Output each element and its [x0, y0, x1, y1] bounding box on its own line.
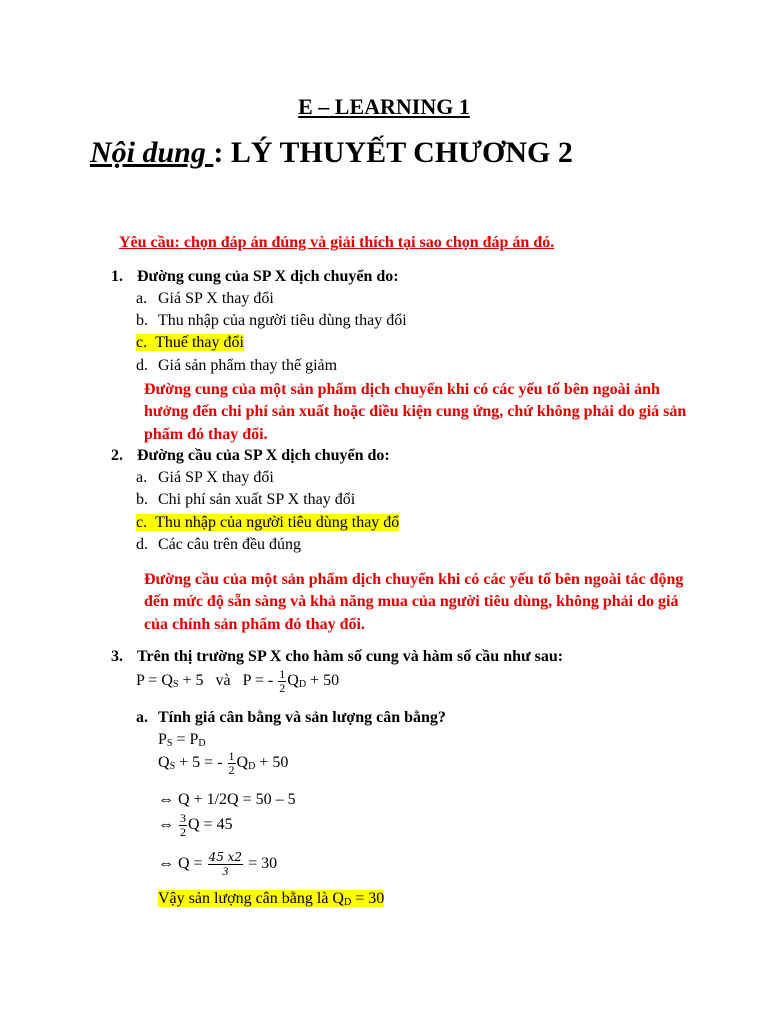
- fraction-45x2-over-3: $\frac{45 x2}{3}$: [208, 850, 243, 878]
- q2-explanation: Đường cầu của một sản phẩm dịch chuyển khi có các yếu tố bên ngoài tác động đến mức độ sẵn sàng và khả năng mua của người tiêu dùng, không phải do giá của chính sản phẩm đó thay đổi.: [144, 571, 684, 633]
- q1-option-b: b. Thu nhập của người tiêu dùng thay đổi: [136, 312, 407, 329]
- content-label: Nội dung: [90, 136, 214, 169]
- question-3: 3. Trên thị trường SP X cho hàm số cung và hàm số cầu như sau:: [111, 648, 564, 665]
- q2-option-c: c. Thu nhập của người tiêu dùng thay đổ: [136, 514, 400, 531]
- requirement-text: Yêu cầu: chọn đáp án đúng và giải thích tại sao chọn đáp án đó.: [119, 234, 555, 251]
- q1-option-c: c. Thuế thay đổi: [136, 334, 244, 351]
- fraction-one-half: $\frac{1}{2}$: [228, 749, 235, 777]
- q3-part-a: a. Tính giá cân bằng và sản lượng cân bằng?: [136, 709, 446, 726]
- q1-option-a: a. Giá SP X thay đổi: [136, 290, 274, 307]
- step-5: ⇔ Q = $\frac{45 x2}{3}$ = 30: [158, 850, 278, 878]
- fraction-one-half: $\frac{1}{2}$: [279, 667, 286, 695]
- question-1: 1. Đường cung của SP X dịch chuyển do:: [111, 268, 399, 285]
- q1-option-d: d. Giá sản phẩm thay thế giảm: [136, 357, 338, 374]
- step-1: $P_S = P_D$: [158, 731, 206, 749]
- supply-demand-functions: $P = Q_S + 5$ và P = - $\frac{1}{2}$ $Q_D + 50$: [136, 667, 340, 695]
- question-2: 2. Đường cầu của SP X dịch chuyển do:: [111, 447, 390, 464]
- q2-option-a: a. Giá SP X thay đổi: [136, 469, 274, 486]
- document-title: E – LEARNING 1: [298, 94, 470, 119]
- step-3: ⇔ Q + 1/2Q = 50 – 5: [158, 791, 296, 808]
- content-heading: Nội dung : LÝ THUYẾT CHƯƠNG 2: [90, 136, 573, 169]
- q2-option-b: b. Chi phí sản xuất SP X thay đổi: [136, 491, 356, 508]
- q2-option-d: d. Các câu trên đều đúng: [136, 536, 302, 553]
- conclusion: Vậy sản lượng cân bằng là $Q_D = 30$: [158, 890, 385, 908]
- q1-explanation: Đường cung của một sản phẩm dịch chuyển khi có các yếu tố bên ngoài ảnh hưởng đến chi phí sản xuất hoặc điều kiện cung ứng, chứ không phải do giá sản phẩm đó thay đổi.: [144, 381, 687, 443]
- fraction-three-halves: $\frac{3}{2}$: [180, 811, 186, 839]
- chapter-title: LÝ THUYẾT CHƯƠNG 2: [230, 136, 573, 169]
- step-4: ⇔ $\frac{3}{2}$ Q = 45: [158, 811, 233, 839]
- step-2: $Q_S + 5$ = - $\frac{1}{2}$ $Q_D + 50$: [158, 749, 289, 777]
